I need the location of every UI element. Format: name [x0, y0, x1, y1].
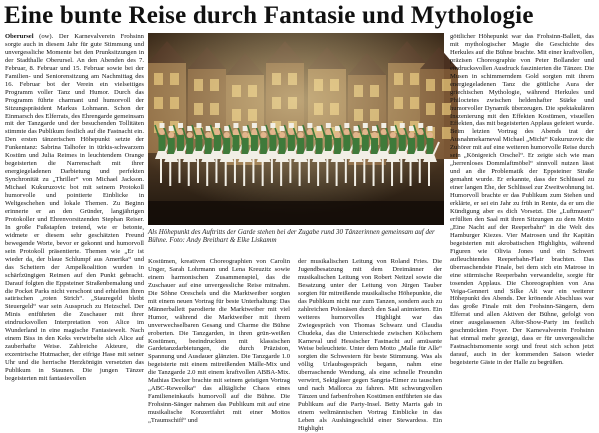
column-2-text: Kostümen, kreativen Choreographien von Carolin Unger, Sarah Lohrmann und Lena Kreuzitz sowie einem harmonischen Zusammenspiel, das die Zuschauer auf eine unvergessliche Reise mitnahm. Die Söhne Oreschels und die Marktweiber sorgten mit einem neuen Vortrag für beste Unterhaltung: Das Männerballett parodierte die Marktweiber mit viel Humor, während die Marktweiber mit ihrem unverwechselbaren Gesang und Charme die Bühne eroberten. Die Tanzgarden, in ihren grün-weißen Kostümen, beeindruckten mit klassischen Gardetanzdarbietungen, die durch Präzision, Spannung und Ausdauer glänzten. Die Tanzgarde 1.0 begeisterte mit einem mitreißenden Mälle-Mix und die Tanzgarde 2.0 mit einem kraftvollen ABBA-Mix. Mathias Decker brachte mit seinem geistigen Vortrag „ABC-Reweolka“ das alltägliche Chaos eines Familieneinkaufs humorvoll auf die Bühne. Die Frohsinn-Sänger nahmen das Publikum mit auf eine musikalische Konzertfahrt mit einer Mottos „Traumschiff“ und	[148, 258, 290, 425]
article-column-1	[3, 33, 146, 426]
article-column-2	[146, 258, 292, 426]
photo-spotlight	[148, 33, 444, 225]
article-column-4	[448, 33, 596, 426]
author-tag: (ow).	[39, 33, 54, 40]
column-1-text: Der Karnevalverein Frohsinn sorgte auch in diesem Jahr für gute Stimmung und unvergessliche Momente bei den Prunksitzungen in der Stadthalle Oberursel. An den Abenden des 7. Februar, 8. Februar und 15. Februar sowie bei der Familien- und Seniorensitzung am Nachmittag des 16. Februar bot der Verein ein vielseitiges Programm voller Tanz und Humor. Durch das Programm führte charmant und humorvoll der Sitzungspräsident Markus Lohmann. Schon der Einmarsch des Elferrats, des Ehrengarde gemeinsam mit der Tanzgarde und der besuchenden Tollitäten stimmte das Publikum festlich auf die Fastnacht ein. Den ersten tänzerischen Höhepunkt setzte der Funkentanz: Sabrina Talhofer in türkis-schwarzem Kostüm und Julia Reimes in leuchtendem Orange begeisterten die Narrenschaft mit ihrer energiegeladenen Darbietung und perfekten Synchronität zu „Thriller“ von Michael Jackson. Michael Kukuruzovic bot mit seinem Protokoll humorvolle und pointierte Einblicke in Weltgeschehen und lokale Themen. Zu Beginn erinnerte er an den Gründer, langjährigen Protokoller und Ehrenvorsitzenden Stephan Reiser. In große Fußstapfen tretend, wie er betonte, widmete er diesem sehr geschätzten Freund bewegende Worte, bevor er gekonnt und humorvoll sein Protokoll präsentierte. Themen wie „Er ist wieder da, der blaue Schlumpf aus Amerika“ und das Scheitern der Ampelkoalition wurden in schärfzüngigen Reimen auf den Punkt gebracht. Darauf folgten die Eppsteiner Straßenbemalung und die Pocket Parks nicht verschont und erhielten ihren satirischen „roten Strich“. „Stauregeld bleibt Steuergeld“ war sein Ausspruch zu Heizschel. Der Minis entführten die Zuschauer mit ihrer eindrucksvollen Interpretation von Alice im Wunderland in eine magische Fantasiewelt. Nach einem Biss in den Keks verwirbelte sich Alice auf zauberhafte Weise. Zahlreiche Akteure, die exzentrische Hutmacher, der eifrige Hase mit seiner Uhr und die herrische Herzkönigin versetzten das Publikum in Staunen. Die jungen Tänzer begeisterten mit fantasievollen	[5, 33, 144, 382]
column-4-text: göttlicher Höhepunkt war das Frohsinn-Ballett, das mit mythologischer Magie die Geschichte des Herkules auf die Bühne brachte. Mit einer kraftvollen, präzisen Choreographie von Peter Bollander und eindrucksvollen Ausdruck faszinierten die Tänzer. Die Musen in schimmerndem Gold sorgten mit ihrem energiegeladenen Tanz die göttliche Aura der griechischen Mythologie, während Herkules und Philoctetes zwischen heldenhafter Stärke und humorvoller Dynamik überzeugen. Die spektakulären Inszenierung mit den Effekten Kostümen, visuellen Effekten, das mit begeisterten Applaus gefeiert wurde. Beim letzten Vortrag des Abends trat der Ausnahmekarneval Michael „Michi“ Kukuruzovic die Zuhörer mit auf eine weiteren humorvolle Reise durch sein „Königreich Orschel“. Er zeigte sich wie man „herrenloses Dommlaftmöbel“ sinnvoll nutzen lässt und an die Problematik der Eppsteiner Straße gemahnt wurde. Er erkannte, dass der Schlüssel zu einer langen Ehe, der Schlüssel zur Zweitwohnung ist. Humorvoll brachte er das Publikum zum Stehen und erklärte, er sei ein Jahr zu früh in Rente, da er um die Kündigung aber es dich Vorsetzt. Die „Luftmusen“ erfüllten den Saal mit ihren Sitzungen zu dem Motto „Eine Nacht auf der Reeperbahn“ in die Welt des Hamburger Kiezes. Vier Matrosen und ihr Kapitän begeisterten mit akrobatischen Highlights, während Figuren wie Olivia Jones und ein Schwert aufleuchtendes Reeperbahn-Flair brachten. Das überraschendste Finale, bei dem sich ein Matrose in eine stürmische Reeperbahn verwandelte, sorgte für tosenden Applaus. Die Choreographien von Ana Veiga-Gennert und Silke Alt war ein weiterer Höhepunkt des Abends. Der krönende Abschluss war das große Finale mit den Frohsinn-Sängern, dem Elferrat und allen Aktiven der Bühne, gefolgt von einer ausgelassenen After-Show-Party im festlich geschmückten Foyer. Der Karnevalverein Frohsinn hat einmal mehr gezeigt, dass er für unvergessliche Fastnachtsmomente sorgt und freut sich schon jetzt darauf, auch in der kommenden Saison wieder begeisterte Gäste in der Halle zu begrüßen.	[450, 33, 594, 367]
dateline: Oberursel	[5, 33, 34, 40]
article-column-3	[296, 258, 444, 433]
headline: Eine bunte Reise durch Fantasie und Mythologie	[4, 2, 534, 29]
photo-caption: Als Höhepunkt des Auftritts der Garde stehen bei der Zugabe rund 30 Tänzerinnen gemeinsam auf der Bühne. Foto: Andy Breithart & Elke Liskamm	[148, 228, 435, 245]
column-3-text: der musikalischen Leitung von Roland Fries. Die Jugendbesatzung mit dem Dreimänner der musikalischen Leitung von Robert Neitzel sowie die Besatzung unter der Leitung von Jürgen Tauber sorgten für mitreißende musikalische Höhepunkte, die das Publikum nicht nur zum Tanzen, sondern auch zu zahlreichen Polonäsen durch den Saal animierten. Ein weiteres humorvolles Highlight war das Zwiegespräch von Thomas Schwarz und Claudia Chudeka, das die Unterschiede zwischen Kölschem Karneval und Hessischer Fastnacht auf amüsante Weise beleuchtete. Unter dem Motto „Malle für Alle“ sorgten die Schwestern für beste Stimmung. Was als völlig Urlaubsgespräch begann, nahm eine überraschende Wendung, als eine schnelle Freundin verwirrt, Sektgläser gegen Sangria-Eimer zu tauschen und nach Mallorca zu fahren. Mit schwungvollen Tänzen und farbenfrohen Kostümen entführten sie das Publikum auf die Party-Insel. Betty Marris gab in einem weltmännischen Vortrag Einblicke in das Leben als Aushängeschild einer Stewardess. Ein Highlight	[298, 258, 442, 433]
garde-photo-image	[148, 33, 444, 225]
stage-floor	[148, 201, 444, 225]
article-photo	[148, 33, 444, 225]
column-1-paragraph	[5, 33, 144, 383]
